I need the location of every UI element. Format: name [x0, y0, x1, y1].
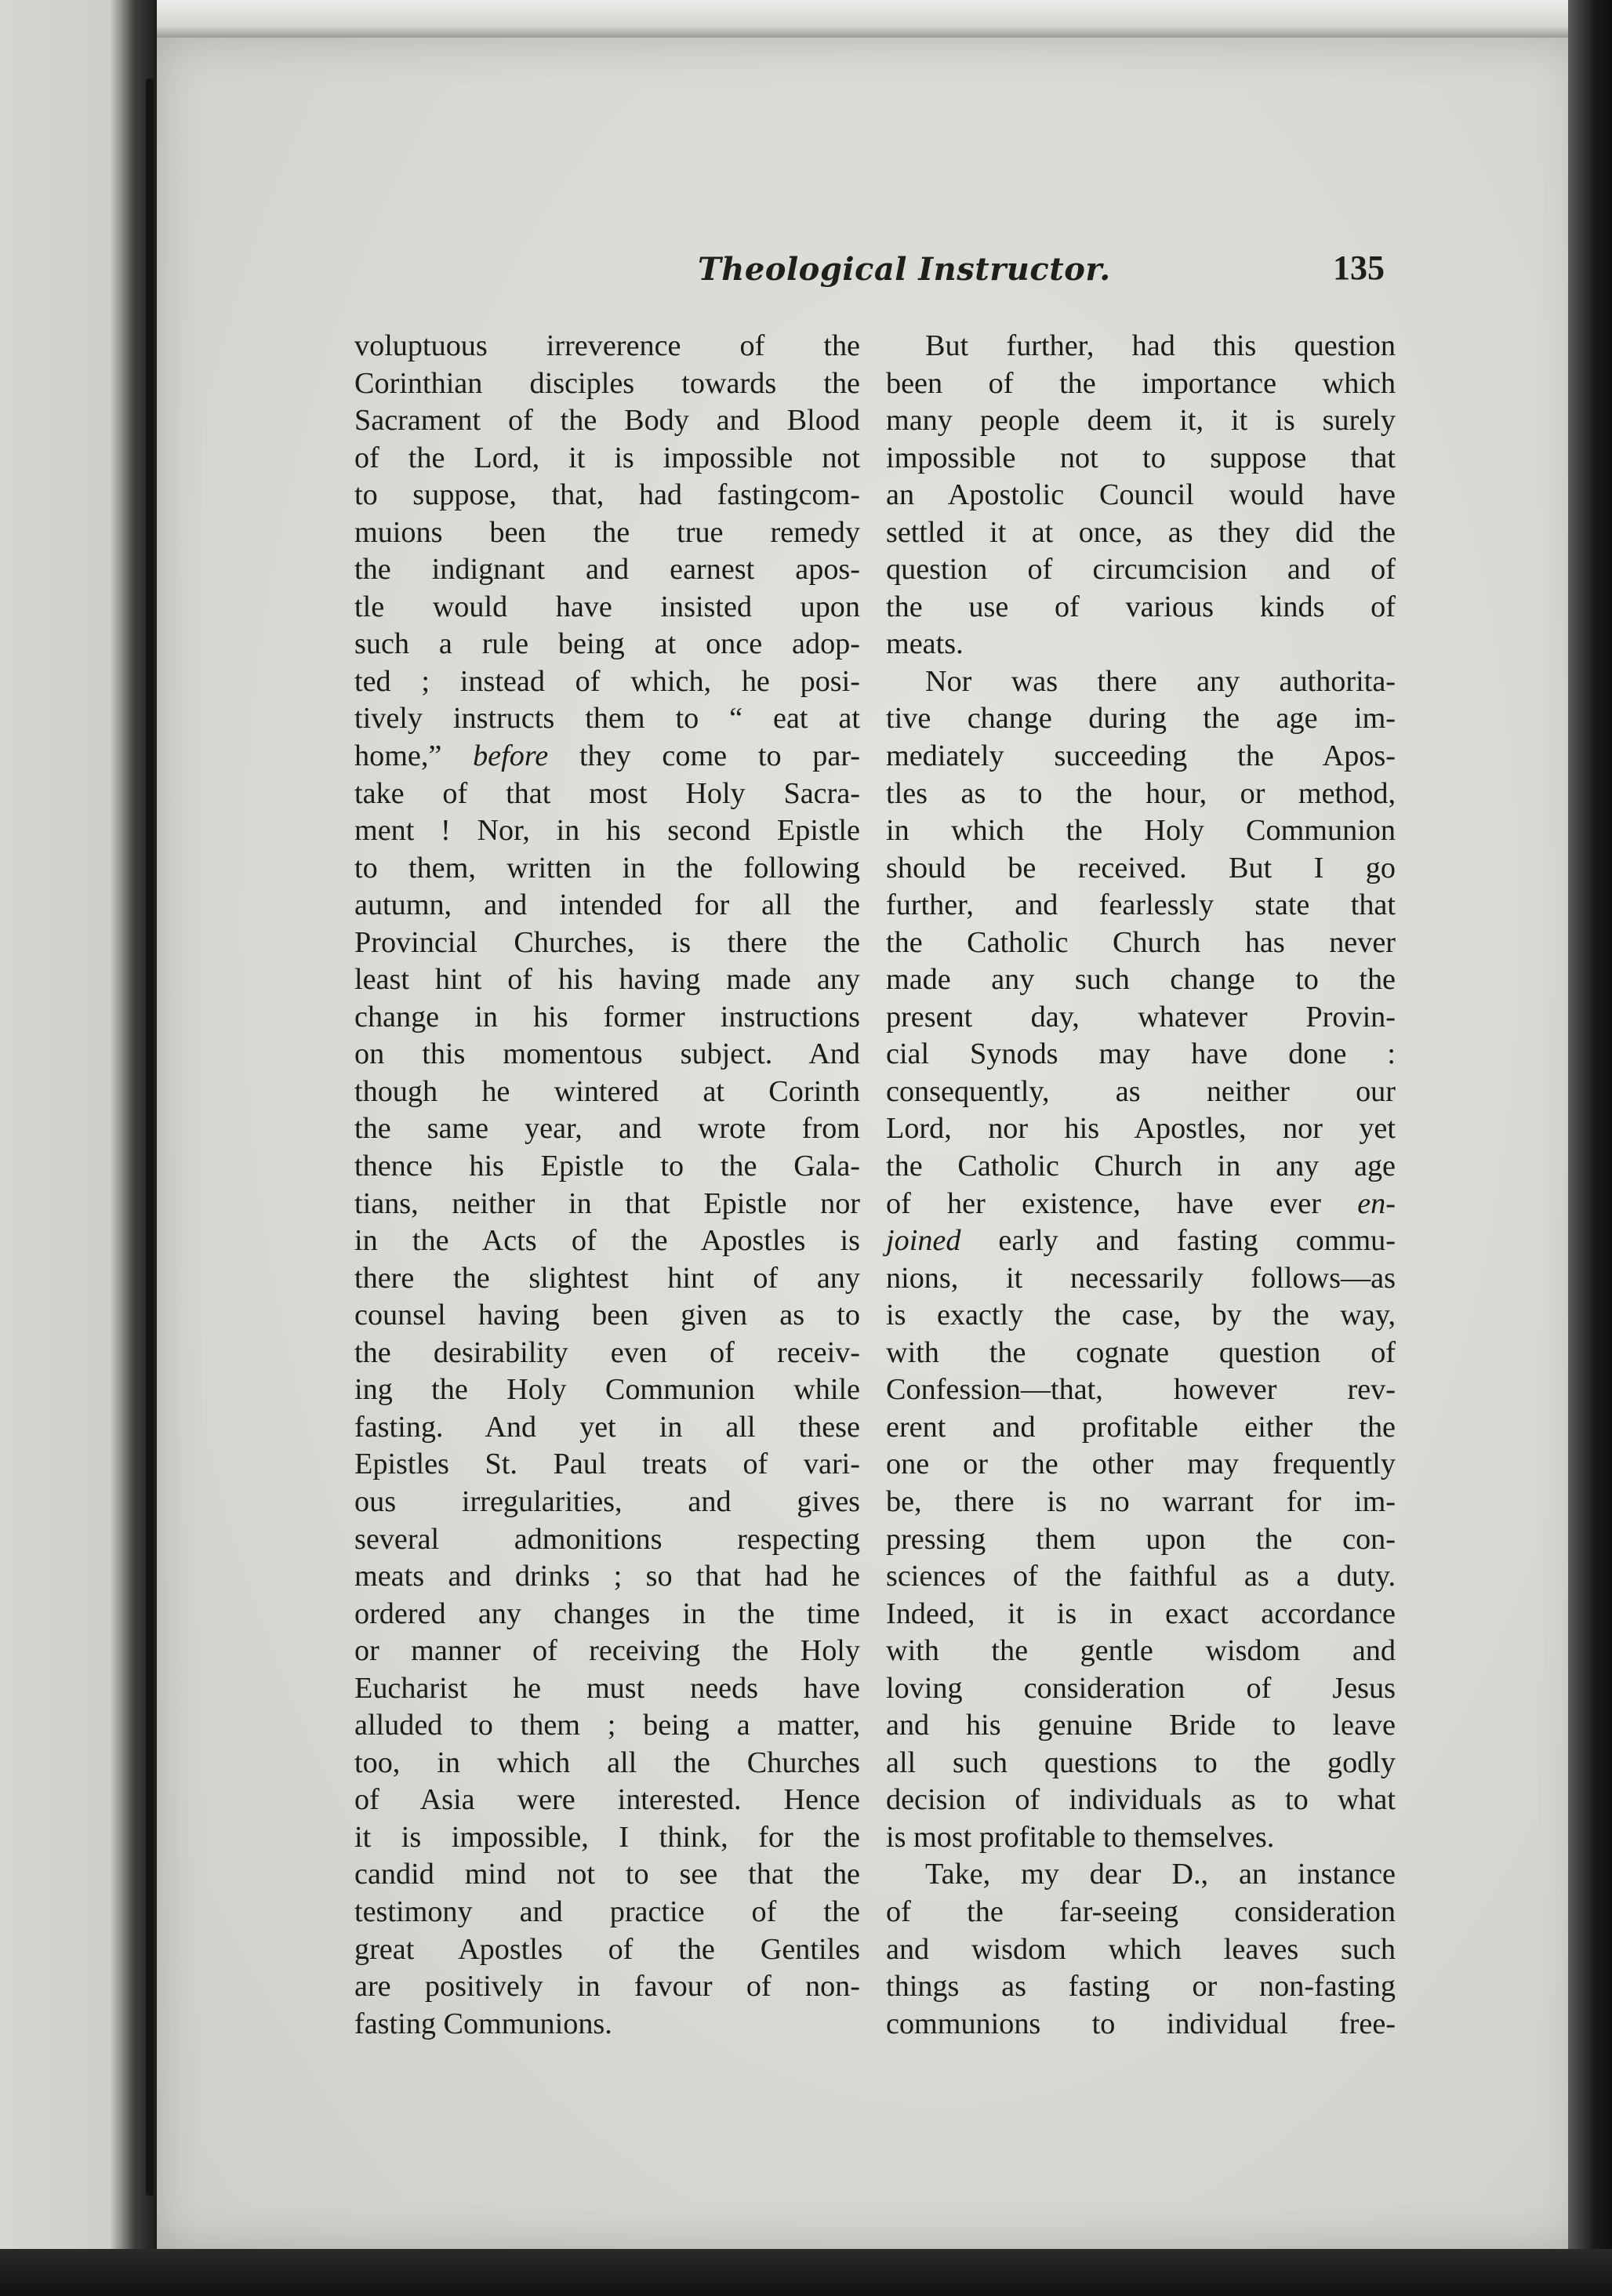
text-line: to suppose, that, had fastingcom-: [354, 478, 860, 512]
text-line: sciences of the faithful as a duty.: [886, 1560, 1396, 1593]
text-line: Nor was there any authorita-: [925, 664, 1396, 698]
text-line: autumn, and intended for all the: [354, 888, 860, 922]
text-line: ordered any changes in the time: [354, 1597, 860, 1630]
running-head: Theological Instructor.: [698, 251, 1111, 288]
text-line: change in his former instructions: [354, 1000, 860, 1034]
text-line: all such questions to the godly: [886, 1746, 1396, 1779]
text-line: the indignant and earnest apos-: [354, 553, 860, 587]
text-line: Lord, nor his Apostles, nor yet: [886, 1112, 1396, 1146]
text-line: such a rule being at once adop-: [354, 627, 860, 661]
text-line: the use of various kinds of: [886, 590, 1396, 623]
text-line: fasting. And yet in all these: [354, 1410, 860, 1444]
text-line: be, there is no warrant for im-: [886, 1484, 1396, 1518]
text-line: thence his Epistle to the Gala-: [354, 1150, 860, 1183]
text-line: the same year, and wrote from: [354, 1112, 860, 1146]
text-line: impossible not to suppose that: [886, 441, 1396, 474]
text-line: tive change during the age im-: [886, 702, 1396, 736]
text-line: several admonitions respecting: [354, 1522, 860, 1556]
text-line: in which the Holy Communion: [886, 814, 1396, 848]
text-line: many people deem it, it is surely: [886, 404, 1396, 438]
text-line: counsel having been given as to: [354, 1299, 860, 1332]
text-line: tle would have insisted upon: [354, 590, 860, 623]
text-line: and wisdom which leaves such: [886, 1932, 1396, 1966]
scan-right-edge: [1568, 0, 1612, 2296]
text-line: But further, had this question: [925, 329, 1396, 362]
text-line: too, in which all the Churches: [354, 1746, 860, 1779]
text-line: least hint of his having made any: [354, 963, 860, 997]
text-line: there the slightest hint of any: [354, 1261, 860, 1295]
text-line: great Apostles of the Gentiles: [354, 1932, 860, 1966]
text-line: ted ; instead of which, he posi-: [354, 664, 860, 698]
text-line: voluptuous irreverence of the: [354, 329, 860, 362]
text-line: to them, written in the following: [354, 851, 860, 885]
text-line: Take, my dear D., an instance: [925, 1858, 1396, 1891]
text-line: one or the other may frequently: [886, 1448, 1396, 1481]
text-line: alluded to them ; being a matter,: [354, 1709, 860, 1742]
text-line: Provincial Churches, is there the: [354, 925, 860, 959]
text-line: Epistles St. Paul treats of vari-: [354, 1448, 860, 1481]
text-line: loving consideration of Jesus: [886, 1671, 1396, 1705]
text-line: should be received. But I go: [886, 851, 1396, 885]
text-line: home,” before they come to par-: [354, 739, 861, 773]
text-line: meats.: [886, 627, 964, 661]
text-line: fasting Communions.: [354, 2007, 612, 2040]
text-line: question of circumcision and of: [886, 553, 1396, 587]
text-line: and his genuine Bride to leave: [886, 1709, 1396, 1742]
text-line: ing the Holy Communion while: [354, 1373, 860, 1407]
text-line: things as fasting or non-fasting: [886, 1970, 1396, 2004]
right-text-column: [886, 328, 1396, 2043]
text-line: ous irregularities, and gives: [354, 1484, 860, 1518]
text-line: is most profitable to themselves.: [886, 1820, 1275, 1854]
text-line: nions, it necessarily follows—as: [886, 1261, 1396, 1295]
text-line: or manner of receiving the Holy: [354, 1634, 860, 1668]
text-line: Corinthian disciples towards the: [354, 366, 860, 400]
text-line: communions to individual free-: [886, 2007, 1396, 2040]
text-line: erent and profitable either the: [886, 1410, 1396, 1444]
text-line: consequently, as neither our: [886, 1074, 1396, 1108]
text-line: of her existence, have ever en-: [886, 1186, 1396, 1220]
text-line: the Catholic Church in any age: [886, 1150, 1396, 1183]
text-line: of Asia were interested. Hence: [354, 1783, 860, 1817]
scan-bottom-edge: [0, 2249, 1612, 2296]
text-line: Indeed, it is in exact accordance: [886, 1597, 1396, 1630]
text-line: muions been the true remedy: [354, 515, 860, 549]
text-line: testimony and practice of the: [354, 1895, 860, 1928]
text-line: it is impossible, I think, for the: [354, 1820, 860, 1854]
text-line: mediately succeeding the Apos-: [886, 739, 1396, 773]
text-line: an Apostolic Council would have: [886, 478, 1396, 512]
text-line: are positively in favour of non-: [354, 1970, 860, 2004]
text-line: ment ! Nor, in his second Epistle: [354, 814, 860, 848]
text-line: candid mind not to see that the: [354, 1858, 860, 1891]
text-line: on this momentous subject. And: [354, 1037, 860, 1071]
text-line: further, and fearlessly state that: [886, 888, 1396, 922]
text-line: tians, neither in that Epistle nor: [354, 1186, 860, 1220]
text-line: Confession—that, however rev-: [886, 1373, 1396, 1407]
binding-gutter-line: [146, 78, 154, 2196]
text-line: settled it at once, as they did the: [886, 515, 1396, 549]
text-line: pressing them upon the con-: [886, 1522, 1396, 1556]
text-line: been of the importance which: [886, 366, 1396, 400]
text-line: though he wintered at Corinth: [354, 1074, 860, 1108]
text-line: meats and drinks ; so that had he: [354, 1560, 860, 1593]
text-line: joined early and fasting commu-: [886, 1224, 1396, 1258]
text-line: Sacrament of the Body and Blood: [354, 404, 860, 438]
book-binding-edge: [0, 0, 157, 2296]
text-line: of the Lord, it is impossible not: [354, 441, 860, 474]
text-line: the desirability even of receiv-: [354, 1335, 860, 1369]
text-line: present day, whatever Provin-: [886, 1000, 1396, 1034]
text-line: tles as to the hour, or method,: [886, 776, 1396, 810]
page-number: 135: [1333, 249, 1385, 287]
text-line: the Catholic Church has never: [886, 925, 1396, 959]
text-line: of the far-seeing consideration: [886, 1895, 1396, 1928]
left-text-column: [354, 328, 860, 2043]
scan-top-edge: [0, 0, 1612, 38]
text-line: Eucharist he must needs have: [354, 1671, 860, 1705]
text-line: take of that most Holy Sacra-: [354, 776, 860, 810]
text-line: with the cognate question of: [886, 1335, 1396, 1369]
text-line: with the gentle wisdom and: [886, 1634, 1396, 1668]
text-line: cial Synods may have done :: [886, 1037, 1396, 1071]
text-line: in the Acts of the Apostles is: [354, 1224, 860, 1258]
text-line: tively instructs them to “ eat at: [354, 702, 860, 736]
text-line: decision of individuals as to what: [886, 1783, 1396, 1817]
text-line: is exactly the case, by the way,: [886, 1299, 1396, 1332]
text-line: made any such change to the: [886, 963, 1396, 997]
